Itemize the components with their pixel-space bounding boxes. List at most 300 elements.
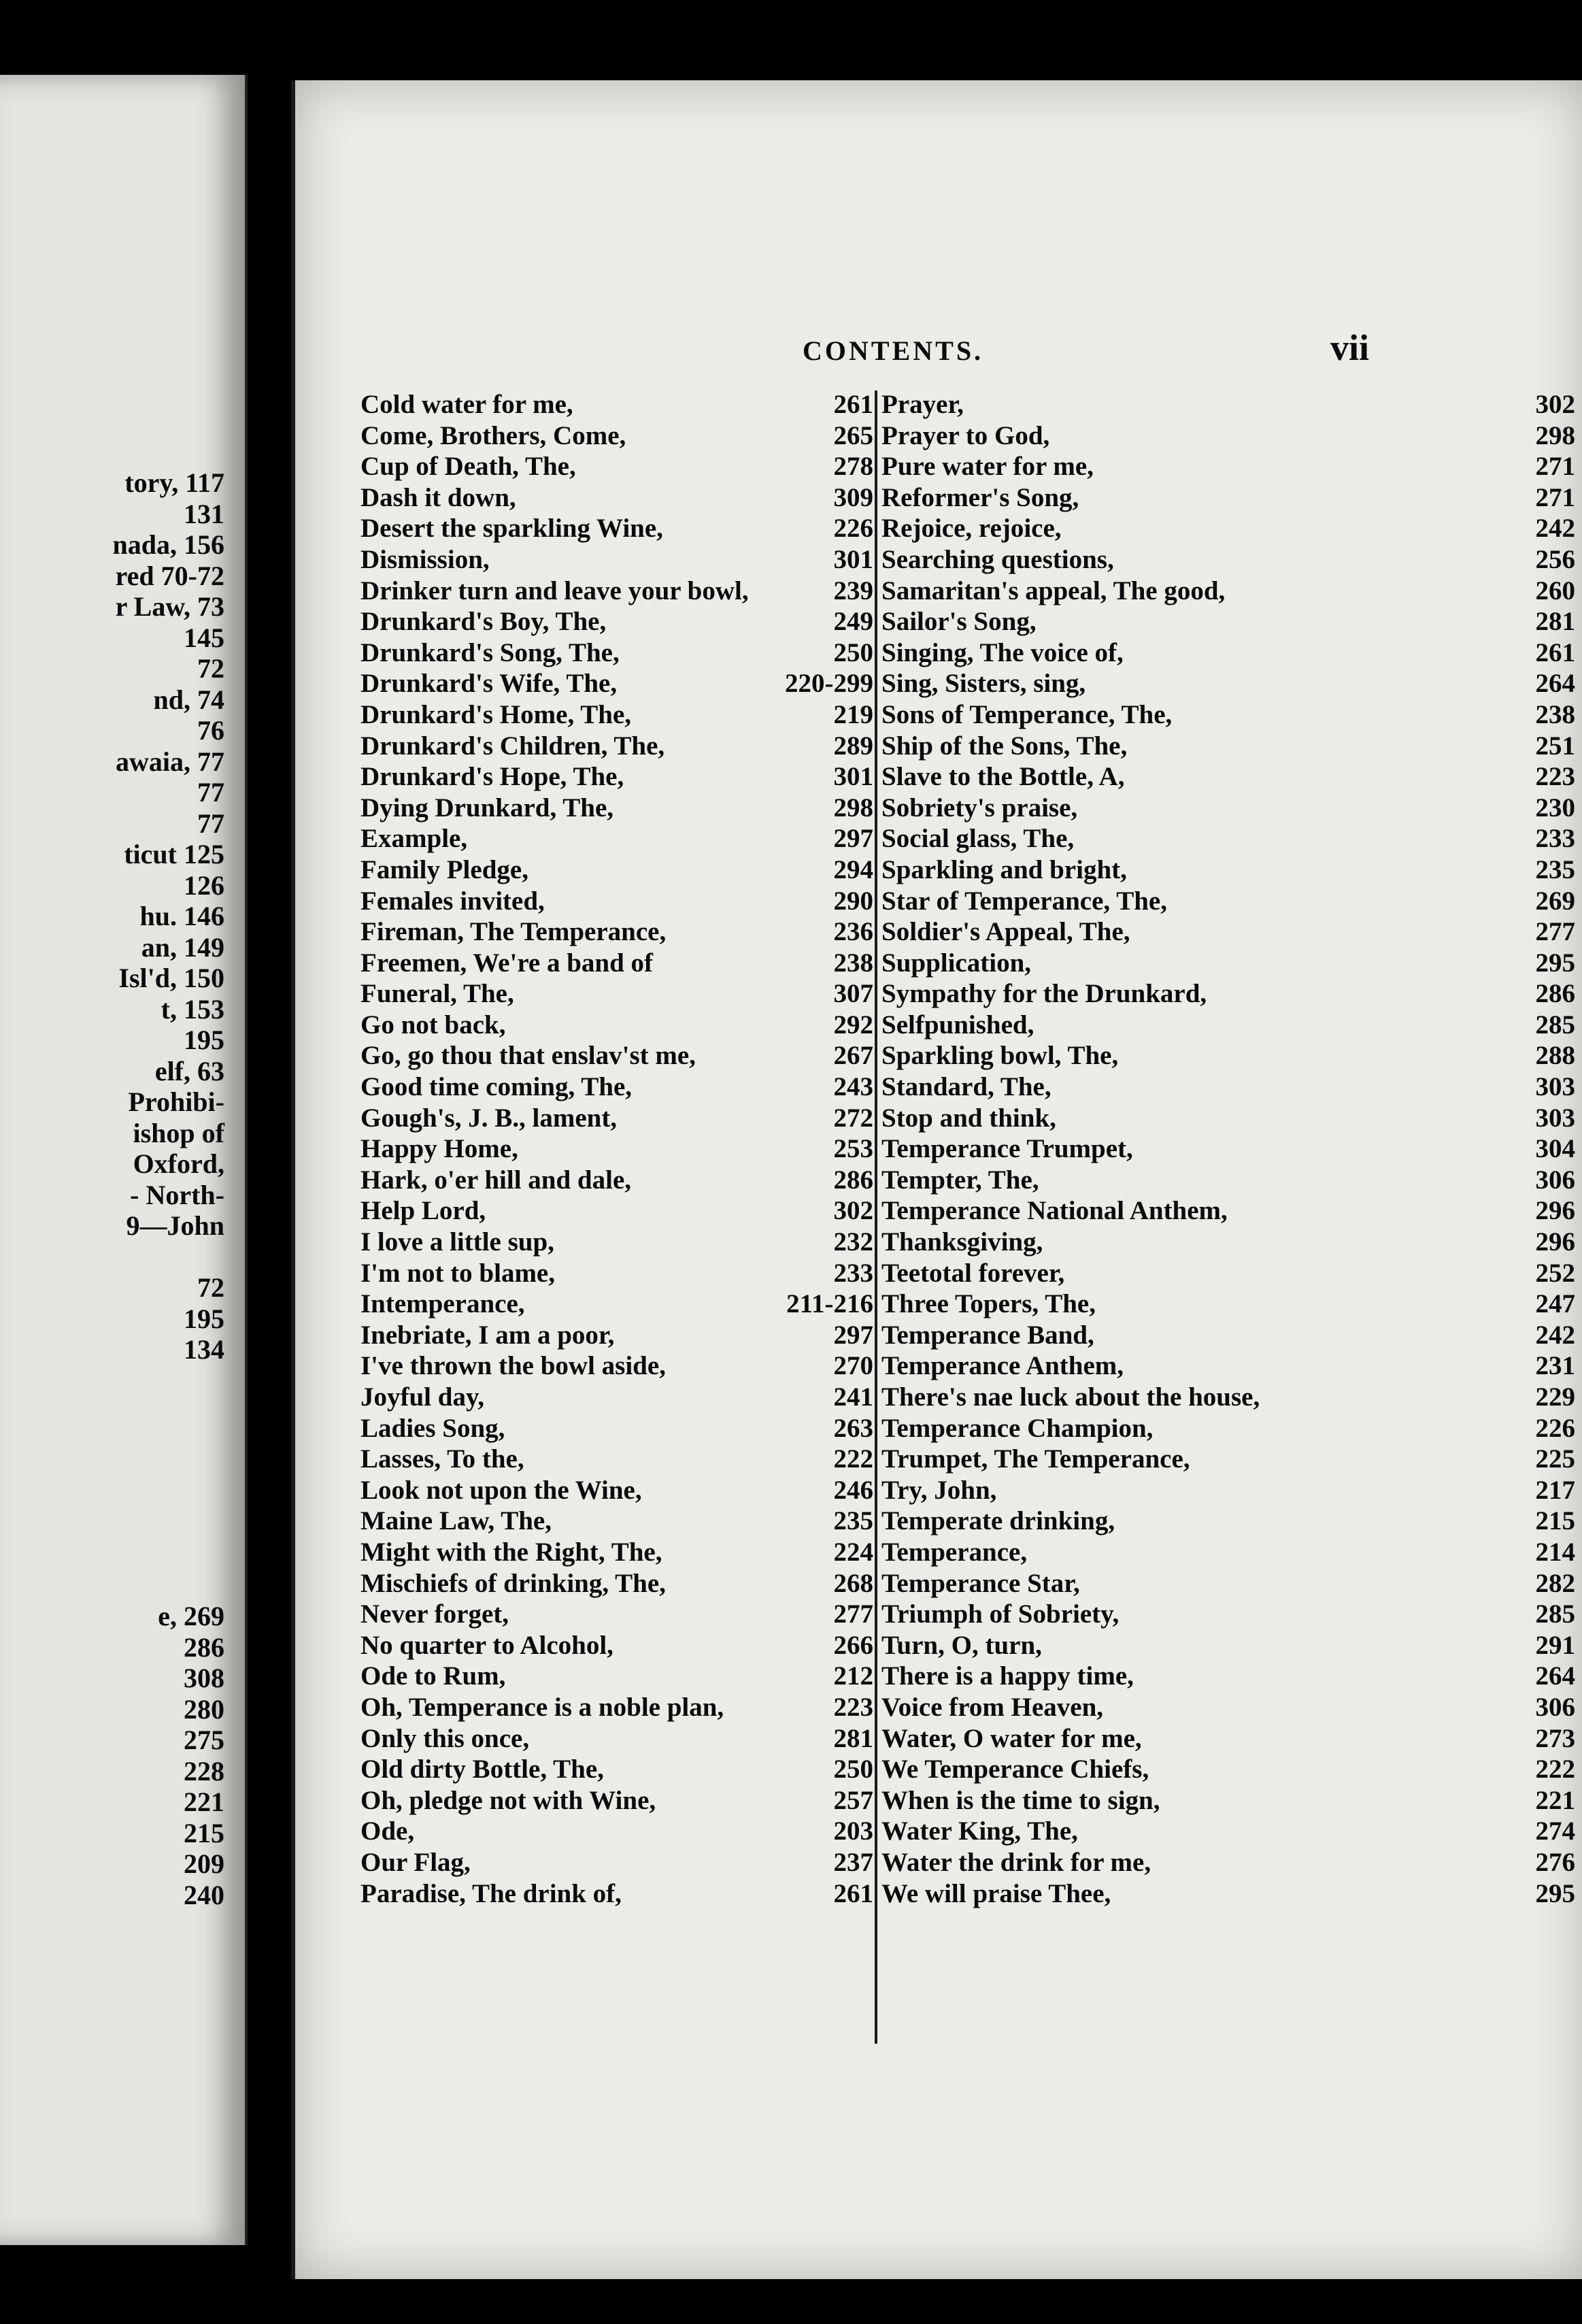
contents-entry <box>875 1785 1582 1816</box>
previous-page-text: t, <box>161 993 177 1025</box>
previous-page-number: 195 <box>184 1303 224 1334</box>
contents-entry <box>875 699 1582 731</box>
contents-entry <box>875 1537 1582 1568</box>
entry-title: Water the drink for me, <box>881 1847 1151 1877</box>
previous-page-line <box>0 809 224 839</box>
entry-page-number: 257 <box>833 1785 873 1815</box>
contents-entry <box>875 1165 1582 1196</box>
entry-title: Temperance Star, <box>881 1568 1080 1598</box>
entry-title: I've thrown the bowl aside, <box>360 1351 666 1381</box>
previous-page-number: 215 <box>184 1817 224 1848</box>
contents-entry <box>875 513 1582 544</box>
contents-entry <box>875 1444 1582 1475</box>
entry-title: Temperance, <box>881 1537 1028 1567</box>
entry-title: Water King, The, <box>881 1816 1078 1846</box>
contents-entry <box>875 854 1582 886</box>
entry-page-number: 261 <box>833 390 873 419</box>
previous-page-number: 280 <box>184 1693 224 1725</box>
previous-page-line <box>0 1335 224 1365</box>
previous-page-line <box>0 1757 224 1787</box>
entry-title: Females invited, <box>360 886 545 916</box>
previous-page-line <box>0 1663 224 1693</box>
entry-title: Water, O water for me, <box>881 1723 1142 1753</box>
entry-page-number: 263 <box>833 1413 873 1443</box>
entry-page-number: 298 <box>833 793 873 823</box>
entry-page-number: 295 <box>1535 1878 1575 1908</box>
previous-page-line <box>0 530 224 560</box>
previous-page-number: 117 <box>185 467 224 498</box>
previous-page-text: Prohibi- <box>128 1086 224 1117</box>
entry-page-number: 260 <box>1535 576 1575 605</box>
contents-entry <box>875 1878 1582 1910</box>
entry-title: Temperance National Anthem, <box>881 1196 1228 1226</box>
previous-page-number: 240 <box>184 1879 224 1910</box>
contents-entry <box>875 1103 1582 1134</box>
previous-page-line <box>0 1601 224 1631</box>
entry-title: Temperate drinking, <box>881 1506 1115 1536</box>
entry-title: Joyful day, <box>360 1382 485 1412</box>
entry-title: Prayer to God, <box>881 420 1050 450</box>
entry-title: I love a little sup, <box>360 1227 554 1257</box>
entry-title: Pure water for me, <box>881 452 1094 482</box>
entry-title: Go not back, <box>360 1010 506 1040</box>
entry-page-number: 306 <box>1535 1692 1575 1722</box>
previous-page-text: r Law, <box>115 591 190 622</box>
previous-page-number: 195 <box>184 1025 224 1055</box>
entry-title: Trumpet, The Temperance, <box>881 1444 1190 1474</box>
entry-page-number: 309 <box>833 482 873 512</box>
contents-entry <box>875 1754 1582 1785</box>
contents-entry <box>875 793 1582 824</box>
previous-page-line <box>0 1695 224 1725</box>
entry-page-number: 268 <box>833 1568 873 1598</box>
entry-title: Fireman, The Temperance, <box>360 917 667 947</box>
entry-page-number: 301 <box>833 762 873 792</box>
contents-entry <box>875 1195 1582 1227</box>
previous-page-line <box>0 1273 224 1303</box>
entry-title: Ship of the Sons, The, <box>881 731 1128 761</box>
previous-page-number: 156 <box>184 529 224 560</box>
entry-title: Sailor's Song, <box>881 607 1037 637</box>
entry-title: Ode, <box>360 1816 415 1846</box>
entry-title: Rejoice, rejoice, <box>881 514 1062 544</box>
entry-title: Temperance Anthem, <box>881 1351 1124 1381</box>
entry-page-number: 229 <box>1535 1382 1575 1412</box>
previous-page-line <box>0 1304 224 1334</box>
previous-page-line <box>0 1149 224 1179</box>
entry-title: Funeral, The, <box>360 979 514 1009</box>
contents-entry <box>875 1506 1582 1537</box>
entry-title: Go, go thou that enslav'st me, <box>360 1041 696 1071</box>
contents-entry <box>875 544 1582 576</box>
entry-page-number: 226 <box>833 514 873 544</box>
entry-page-number: 242 <box>1535 1320 1575 1350</box>
contents-entry <box>875 731 1582 762</box>
contents-entry <box>875 1289 1582 1320</box>
entry-page-number: 271 <box>1535 452 1575 482</box>
entry-page-number: 221 <box>1535 1785 1575 1815</box>
entry-page-number: 297 <box>833 1320 873 1350</box>
entry-page-number: 301 <box>833 544 873 574</box>
entry-title: Sparkling bowl, The, <box>881 1041 1119 1071</box>
entry-page-number: 241 <box>833 1382 873 1412</box>
entry-page-number: 231 <box>1535 1351 1575 1381</box>
previous-page-number: 308 <box>184 1663 224 1693</box>
entry-title: Drunkard's Boy, The, <box>360 607 607 637</box>
entry-title: Searching questions, <box>881 544 1114 574</box>
previous-page-number: 269 <box>184 1601 224 1631</box>
contents-entry <box>875 576 1582 607</box>
entry-page-number: 302 <box>1535 390 1575 419</box>
entry-page-number: 211-216 <box>786 1289 873 1319</box>
entry-title: Drunkard's Song, The, <box>360 637 620 667</box>
previous-page-fragment <box>0 75 248 2245</box>
previous-page-text: nada, <box>112 529 177 560</box>
entry-page-number: 242 <box>1535 514 1575 544</box>
contents-entry <box>875 1568 1582 1599</box>
entry-title: We will praise Thee, <box>881 1878 1111 1908</box>
entry-page-number: 203 <box>833 1816 873 1846</box>
previous-page-line <box>0 933 224 963</box>
entry-page-number: 226 <box>1535 1413 1575 1443</box>
entry-title: Samaritan's appeal, The good, <box>881 576 1226 605</box>
entry-page-number: 292 <box>833 1010 873 1040</box>
previous-page-number: 275 <box>184 1725 224 1755</box>
contents-entry <box>875 606 1582 637</box>
entry-title: Our Flag, <box>360 1847 471 1877</box>
contents-entry <box>875 1382 1582 1413</box>
previous-page-number: 149 <box>184 931 224 963</box>
previous-page-line <box>0 1633 224 1663</box>
contents-entry <box>875 1692 1582 1723</box>
contents-entry <box>875 1413 1582 1444</box>
entry-page-number: 273 <box>1535 1723 1575 1753</box>
contents-entry <box>875 1847 1582 1878</box>
contents-entry <box>875 1227 1582 1258</box>
entry-title: Sons of Temperance, The, <box>881 699 1173 729</box>
previous-page-line <box>0 963 224 993</box>
entry-title: Soldier's Appeal, The, <box>881 917 1130 947</box>
entry-title: Cold water for me, <box>360 390 573 419</box>
contents-page <box>291 80 1582 2279</box>
previous-page-text: nd, <box>153 684 190 715</box>
previous-page-number: 131 <box>184 498 224 529</box>
contents-entry <box>875 482 1582 514</box>
entry-title: There is a happy time, <box>881 1661 1134 1691</box>
entry-title: Desert the sparkling Wine, <box>360 514 663 544</box>
previous-page-line <box>0 871 224 901</box>
contents-entry <box>875 1072 1582 1103</box>
contents-entry <box>875 1816 1582 1847</box>
entry-page-number: 264 <box>1535 1661 1575 1691</box>
entry-page-number: 277 <box>833 1599 873 1629</box>
previous-page-line <box>0 1819 224 1848</box>
previous-page-number: 145 <box>184 622 224 653</box>
entry-page-number: 251 <box>1535 731 1575 761</box>
entry-title: Look not upon the Wine, <box>360 1475 642 1505</box>
entry-title: Never forget, <box>360 1599 509 1629</box>
contents-entry <box>875 1010 1582 1041</box>
entry-title: No quarter to Alcohol, <box>360 1630 613 1660</box>
previous-page-text: elf, <box>154 1055 190 1086</box>
entry-title: There's nae luck about the house, <box>881 1382 1260 1412</box>
contents-entry <box>875 761 1582 793</box>
contents-entry <box>875 1723 1582 1755</box>
previous-page-line <box>0 592 224 622</box>
contents-right-column <box>875 389 1582 1909</box>
entry-title: Singing, The voice of, <box>881 637 1124 667</box>
entry-page-number: 252 <box>1535 1258 1575 1288</box>
entry-title: Drunkard's Home, The, <box>360 699 631 729</box>
contents-entry <box>875 1258 1582 1289</box>
entry-page-number: 303 <box>1535 1103 1575 1133</box>
previous-page-line <box>0 716 224 746</box>
previous-page-number: 209 <box>184 1848 224 1879</box>
previous-page-number: 228 <box>184 1755 224 1787</box>
entry-title: Sing, Sisters, sing, <box>881 669 1086 699</box>
entry-title: Reformer's Song, <box>881 482 1079 512</box>
entry-title: Thanksgiving, <box>881 1227 1043 1257</box>
previous-page-line <box>0 1787 224 1817</box>
contents-entry <box>875 1040 1582 1072</box>
entry-page-number: 247 <box>1535 1289 1575 1319</box>
entry-page-number: 214 <box>1535 1537 1575 1567</box>
entry-page-number: 296 <box>1535 1196 1575 1226</box>
previous-page-line <box>0 654 224 684</box>
entry-page-number: 290 <box>833 886 873 916</box>
previous-page-line <box>0 1725 224 1755</box>
previous-page-line <box>0 1087 224 1117</box>
previous-page-text: Isl'd, <box>118 963 177 993</box>
entry-page-number: 277 <box>1535 917 1575 947</box>
previous-page-text: ishop of <box>133 1117 224 1148</box>
entry-page-number: 285 <box>1535 1599 1575 1629</box>
previous-page-line <box>0 778 224 808</box>
contents-entry <box>875 1320 1582 1351</box>
running-head: CONTENTS. <box>803 335 984 366</box>
entry-page-number: 215 <box>1535 1506 1575 1536</box>
entry-page-number: 296 <box>1535 1227 1575 1257</box>
entry-page-number: 238 <box>1535 699 1575 729</box>
entry-title: Hark, o'er hill and dale, <box>360 1165 631 1195</box>
entry-page-number: 235 <box>833 1506 873 1536</box>
contents-entry <box>875 916 1582 948</box>
entry-title: Oh, pledge not with Wine, <box>360 1785 656 1815</box>
entry-title: Lasses, To the, <box>360 1444 524 1474</box>
previous-page-number: 74 <box>197 684 224 715</box>
previous-page-number: 126 <box>184 869 224 901</box>
entry-title: Inebriate, I am a poor, <box>360 1320 615 1350</box>
previous-page-number: 70-72 <box>161 560 224 591</box>
entry-page-number: 232 <box>833 1227 873 1257</box>
entry-page-number: 294 <box>833 854 873 884</box>
previous-page-number: 77 <box>197 746 224 777</box>
entry-page-number: 243 <box>833 1072 873 1102</box>
entry-title: Prayer, <box>881 390 964 419</box>
entry-page-number: 269 <box>1535 886 1575 916</box>
entry-page-number: 281 <box>1535 607 1575 637</box>
previous-page-text: awaia, <box>116 746 190 777</box>
previous-page-line <box>0 499 224 529</box>
entry-page-number: 278 <box>833 452 873 482</box>
entry-page-number: 225 <box>1535 1444 1575 1474</box>
previous-page-line <box>0 623 224 653</box>
previous-page-line <box>0 1057 224 1086</box>
entry-page-number: 253 <box>833 1134 873 1164</box>
previous-page-line <box>0 1118 224 1148</box>
entry-title: Sparkling and bright, <box>881 854 1127 884</box>
previous-page-line <box>0 561 224 591</box>
previous-page-line <box>0 1025 224 1055</box>
previous-page-text: - North- <box>130 1179 224 1210</box>
previous-page-number: 150 <box>184 963 224 993</box>
entry-title: When is the time to sign, <box>881 1785 1160 1815</box>
entry-title: Drinker turn and leave your bowl, <box>360 576 749 605</box>
entry-title: Example, <box>360 824 468 854</box>
entry-title: Ode to Rum, <box>360 1661 506 1691</box>
entry-page-number: 289 <box>833 731 873 761</box>
entry-page-number: 222 <box>1535 1755 1575 1784</box>
previous-page-line <box>0 468 224 498</box>
entry-page-number: 212 <box>833 1661 873 1691</box>
entry-page-number: 303 <box>1535 1072 1575 1102</box>
entry-page-number: 249 <box>833 607 873 637</box>
entry-title: Slave to the Bottle, A, <box>881 762 1125 792</box>
previous-page-line <box>0 1180 224 1210</box>
entry-title: Try, John, <box>881 1475 997 1505</box>
entry-page-number: 298 <box>1535 420 1575 450</box>
entry-page-number: 256 <box>1535 544 1575 574</box>
entry-page-number: 217 <box>1535 1475 1575 1505</box>
contents-entry <box>875 451 1582 482</box>
entry-title: Ladies Song, <box>360 1413 505 1443</box>
previous-page-line <box>0 840 224 869</box>
entry-title: Drunkard's Hope, The, <box>360 762 624 792</box>
entry-page-number: 267 <box>833 1041 873 1071</box>
entry-title: Dying Drunkard, The, <box>360 793 614 823</box>
entry-page-number: 250 <box>833 1755 873 1784</box>
previous-page-line <box>0 1849 224 1879</box>
entry-page-number: 219 <box>833 699 873 729</box>
contents-entry <box>875 668 1582 699</box>
entry-page-number: 235 <box>1535 854 1575 884</box>
entry-title: Supplication, <box>881 948 1032 978</box>
entry-title: Star of Temperance, The, <box>881 886 1167 916</box>
entry-title: Teetotal forever, <box>881 1258 1065 1288</box>
entry-page-number: 291 <box>1535 1630 1575 1660</box>
entry-title: Sympathy for the Drunkard, <box>881 979 1207 1009</box>
contents-entry <box>875 389 1582 420</box>
entry-page-number: 261 <box>833 1878 873 1908</box>
previous-page-number: 134 <box>184 1334 224 1365</box>
entry-title: Intemperance, <box>360 1289 525 1319</box>
previous-page-number: 72 <box>197 653 224 684</box>
entry-title: Drunkard's Wife, The, <box>360 669 618 699</box>
previous-page-number: 221 <box>184 1787 224 1817</box>
previous-page-number: 73 <box>197 591 224 622</box>
entry-page-number: 230 <box>1535 793 1575 823</box>
entry-page-number: 286 <box>833 1165 873 1195</box>
entry-title: Three Topers, The, <box>881 1289 1096 1319</box>
entry-page-number: 237 <box>833 1847 873 1877</box>
entry-title: Temperance Champion, <box>881 1413 1154 1443</box>
contents-entry <box>875 1475 1582 1506</box>
entry-page-number: 286 <box>1535 979 1575 1009</box>
entry-page-number: 238 <box>833 948 873 978</box>
entry-title: Tempter, The, <box>881 1165 1039 1195</box>
entry-title: Standard, The, <box>881 1072 1051 1102</box>
previous-page-text: an, <box>141 931 177 963</box>
previous-page-text: ticut <box>124 839 177 869</box>
contents-entry <box>875 823 1582 854</box>
previous-page-number: 63 <box>197 1055 224 1086</box>
entry-title: Only this once, <box>360 1723 530 1753</box>
previous-page-number: 286 <box>184 1631 224 1663</box>
previous-page-line <box>0 1880 224 1910</box>
entry-title: We Temperance Chiefs, <box>881 1755 1149 1784</box>
previous-page-text: red <box>115 560 154 591</box>
contents-entry <box>875 1350 1582 1382</box>
previous-page-number: 153 <box>184 993 224 1025</box>
entry-page-number: 223 <box>833 1692 873 1722</box>
entry-page-number: 250 <box>833 637 873 667</box>
entry-title: Gough's, J. B., lament, <box>360 1103 618 1133</box>
entry-page-number: 236 <box>833 917 873 947</box>
entry-page-number: 285 <box>1535 1010 1575 1040</box>
previous-page-text: e, <box>158 1601 177 1631</box>
entry-title: Happy Home, <box>360 1134 518 1164</box>
contents-entry <box>875 1133 1582 1165</box>
entry-title: Family Pledge, <box>360 854 528 884</box>
entry-page-number: 306 <box>1535 1165 1575 1195</box>
previous-page-line <box>0 1242 224 1272</box>
entry-title: Dismission, <box>360 544 490 574</box>
page-number: vii <box>1330 327 1370 368</box>
entry-page-number: 282 <box>1535 1568 1575 1598</box>
entry-title: Temperance Trumpet, <box>881 1134 1133 1164</box>
entry-page-number: 274 <box>1535 1816 1575 1846</box>
entry-page-number: 288 <box>1535 1041 1575 1071</box>
entry-title: Stop and think, <box>881 1103 1056 1133</box>
entry-title: Come, Brothers, Come, <box>360 420 626 450</box>
contents-entry <box>875 978 1582 1010</box>
entry-page-number: 302 <box>833 1196 873 1226</box>
entry-title: Selfpunished, <box>881 1010 1034 1040</box>
entry-page-number: 220-299 <box>785 669 873 699</box>
previous-page-line <box>0 747 224 777</box>
previous-page-text: 9—John <box>126 1210 224 1241</box>
previous-page-number: 76 <box>197 715 224 746</box>
entry-title: Dash it down, <box>360 482 516 512</box>
previous-page-text: tory, <box>124 467 179 498</box>
entry-title: Good time coming, The, <box>360 1072 633 1102</box>
entry-page-number: 271 <box>1535 482 1575 512</box>
previous-page-text: hu. <box>139 901 177 931</box>
previous-page-line <box>0 995 224 1025</box>
entry-title: Maine Law, The, <box>360 1506 552 1536</box>
entry-title: Social glass, The, <box>881 824 1075 854</box>
contents-entry <box>875 948 1582 979</box>
previous-page-number: 77 <box>197 777 224 808</box>
contents-entry <box>875 1661 1582 1692</box>
entry-page-number: 270 <box>833 1351 873 1381</box>
entry-page-number: 239 <box>833 576 873 605</box>
contents-entry <box>875 886 1582 917</box>
previous-page-number: 146 <box>184 901 224 931</box>
entry-page-number: 295 <box>1535 948 1575 978</box>
previous-page-line <box>0 685 224 715</box>
entry-page-number: 307 <box>833 979 873 1009</box>
